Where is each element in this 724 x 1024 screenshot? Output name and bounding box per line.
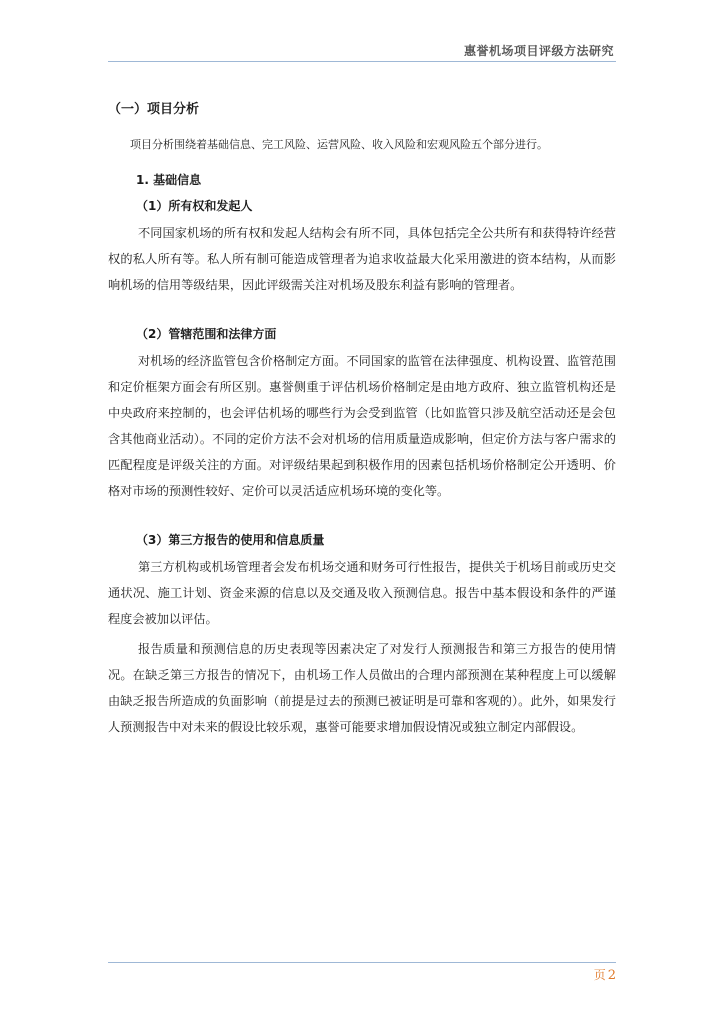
section-heading: （一）项目分析: [108, 102, 200, 117]
paragraph: 第三方机构或机场管理者会发布机场交通和财务可行性报告，提供关于机场目前或历史交通状况、施工计划、资金来源的信息以及交通及收入预测信息。报告中基本假设和条件的严谨程度会被加以评估。: [108, 560, 616, 626]
paragraph: 不同国家机场的所有权和发起人结构会有所不同，具体包括完全公共所有和获得特许经营权的私人所有等。私人所有制可能造成管理者为追求收益最大化采用激进的资本结构，从而影响机场的信用等级结果，因此评级需关注对机场及股东利益有影响的管理者。: [108, 226, 616, 292]
running-header-title: 惠誉机场项目评级方法研究: [463, 44, 614, 58]
footer-divider: [108, 962, 616, 963]
page-number-value: 2: [607, 968, 616, 983]
page-number-prefix: 页: [593, 968, 606, 982]
item-heading-ownership: （1）所有权和发起人: [136, 199, 253, 213]
item-heading-third-party-reports: （3）第三方报告的使用和信息质量: [136, 533, 325, 547]
paragraph: 报告质量和预测信息的历史表现等因素决定了对发行人预测报告和第三方报告的使用情况。在缺乏第三方报告的情况下，由机场工作人员做出的合理内部预测在某种程度上可以缓解由缺乏报告所造成的负面影响（前提是过去的预测已被证明是可靠和客观的）。此外，如果发行人预测报告中对未来的假设比较乐观，惠誉可能要求增加假设情况或独立制定内部假设。: [108, 642, 616, 734]
section-intro: 项目分析围绕着基础信息、完工风险、运营风险、收入风险和宏观风险五个部分进行。: [130, 138, 548, 151]
header-divider: [108, 61, 616, 62]
paragraph: 对机场的经济监管包含价格制定方面。不同国家的监管在法律强度、机构设置、监管范围和定价框架方面会有所区别。惠誉侧重于评估机场价格制定是由地方政府、独立监管机构还是中央政府来控制的，也会评估机场的哪些行为会受到监管（比如监管只涉及航空活动还是会包含其他商业活动）。不同的定价方法不会对机场的信用质量造成影响，但定价方法与客户需求的匹配程度是评级关注的方面。对评级结果起到积极作用的因素包括机场价格制定公开透明、价格对市场的预测性较好、定价可以灵活适应机场环境的变化等。: [108, 354, 616, 498]
page-content: [108, 100, 616, 740]
subsection-heading: 1. 基础信息: [136, 173, 202, 187]
item-heading-jurisdiction: （2）管辖范围和法律方面: [136, 327, 277, 341]
page-number: [594, 966, 616, 983]
